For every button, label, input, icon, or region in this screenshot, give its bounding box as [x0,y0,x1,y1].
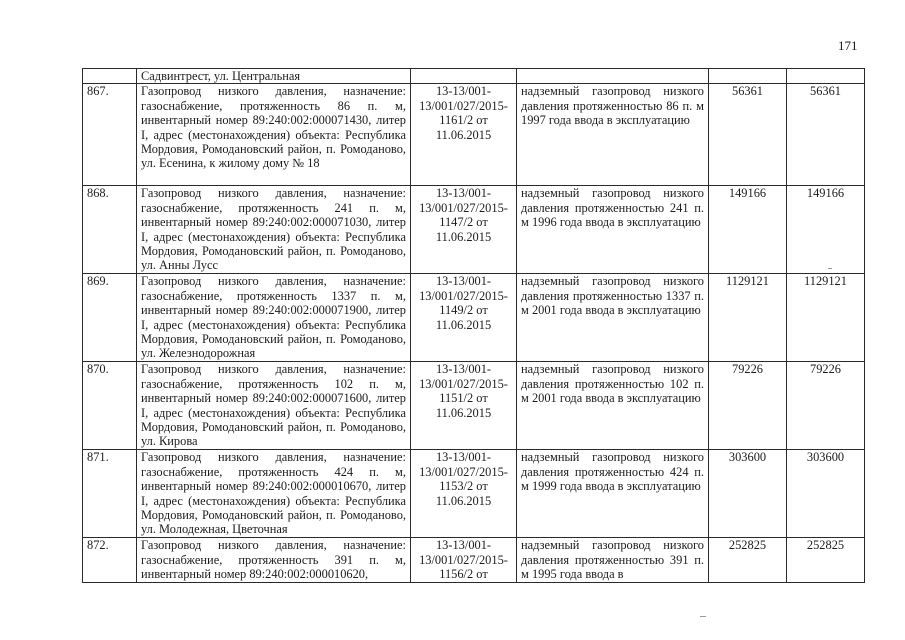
cell-number [83,69,137,84]
cell-value-2: 79226 [787,362,865,450]
table-row [83,186,865,274]
cell-value-1 [709,69,787,84]
cell-description: Садвинтрест, ул. Центральная [137,69,411,84]
cell-value-2: 149166 [787,186,865,274]
cell-description: Газопровод низкого давления, назначение: газоснабжение, протяженность 241 п. м, инвентарный номер 89:240:002:000071030, литер I, адрес (местонахождения) объекта: Республика Мордовия, Ромодановский район, п. Ромоданово, ул. Анны Лусс [137,186,411,274]
cell-number: 867. [83,84,137,186]
cell-value-1: 79226 [709,362,787,450]
table-row [83,362,865,450]
cell-characteristics: надземный газопровод низкого давления протяженностью 1337 п. м 2001 года ввода в эксплуатацию [517,274,709,362]
cell-value-1: 1129121 [709,274,787,362]
cell-number: 868. [83,186,137,274]
cell-registration: 13-13/001- 13/001/027/2015- 1153/2 от 11.06.2015 [411,450,517,538]
cell-number: 870. [83,362,137,450]
cell-registration: 13-13/001- 13/001/027/2015- 1161/2 от 11.06.2015 [411,84,517,186]
continuation-row [83,69,865,84]
cell-value-1: 149166 [709,186,787,274]
cell-characteristics: надземный газопровод низкого давления протяженностью 391 п. м 1995 года ввода в [517,538,709,582]
cell-description: Газопровод низкого давления, назначение: газоснабжение, протяженность 391 п. м, инвентарный номер 89:240:002:000010620, [137,538,411,582]
cell-value-2: 56361 [787,84,865,186]
cell-registration [411,69,517,84]
cell-value-1: 252825 [709,538,787,582]
cell-registration: 13-13/001- 13/001/027/2015- 1149/2 от 11.06.2015 [411,274,517,362]
cell-registration: 13-13/001- 13/001/027/2015- 1147/2 от 11.06.2015 [411,186,517,274]
property-registry-table [82,68,865,583]
cell-characteristics: надземный газопровод низкого давления протяженностью 86 п. м 1997 года ввода в эксплуатацию [517,84,709,186]
cell-characteristics: надземный газопровод низкого давления протяженностью 241 п. м 1996 года ввода в эксплуатацию [517,186,709,274]
cell-number: 871. [83,450,137,538]
cell-description: Газопровод низкого давления, назначение: газоснабжение, протяженность 424 п. м, инвентарный номер 89:240:002:000010670, литер I, адрес (местонахождения) объекта: Республика Мордовия, Ромодановский район, п. Ромоданово, ул. Молодежная, Цветочная [137,450,411,538]
cell-characteristics: надземный газопровод низкого давления протяженностью 424 п. м 1999 года ввода в эксплуатацию [517,450,709,538]
cell-description: Газопровод низкого давления, назначение: газоснабжение, протяженность 102 п. м, инвентарный номер 89:240:002:000071600, литер I, адрес (местонахождения) объекта: Республика Мордовия, Ромодановский район, п. Ромоданово, ул. Кирова [137,362,411,450]
table-row [83,450,865,538]
cell-value-2: 303600 [787,450,865,538]
cell-value-2 [787,69,865,84]
scan-speck [828,268,832,269]
page-number: 171 [838,38,858,53]
cell-number: 872. [83,538,137,582]
cell-value-2: 252825 [787,538,865,582]
cell-description: Газопровод низкого давления, назначение: газоснабжение, протяженность 86 п. м, инвентарный номер 89:240:002:000071430, литер I, адрес (местонахождения) объекта: Республика Мордовия, Ромодановский район, п. Ромоданово, ул. Есенина, к жилому дому № 18 [137,84,411,186]
scan-speck [700,616,706,617]
cell-characteristics: надземный газопровод низкого давления протяженностью 102 п. м 2001 года ввода в эксплуатацию [517,362,709,450]
cell-registration: 13-13/001- 13/001/027/2015- 1156/2 от [411,538,517,582]
cell-value-1: 56361 [709,84,787,186]
cell-value-2: 1129121 [787,274,865,362]
table-row [83,274,865,362]
table-row [83,538,865,582]
table-row [83,84,865,186]
cell-number: 869. [83,274,137,362]
cell-characteristics [517,69,709,84]
cell-description: Газопровод низкого давления, назначение: газоснабжение, протяженность 1337 п. м, инвентарный номер 89:240:002:000071900, литер I, адрес (местонахождения) объекта: Республика Мордовия, Ромодановский район, п. Ромоданово, ул. Железнодорожная [137,274,411,362]
cell-value-1: 303600 [709,450,787,538]
cell-registration: 13-13/001- 13/001/027/2015- 1151/2 от 11.06.2015 [411,362,517,450]
